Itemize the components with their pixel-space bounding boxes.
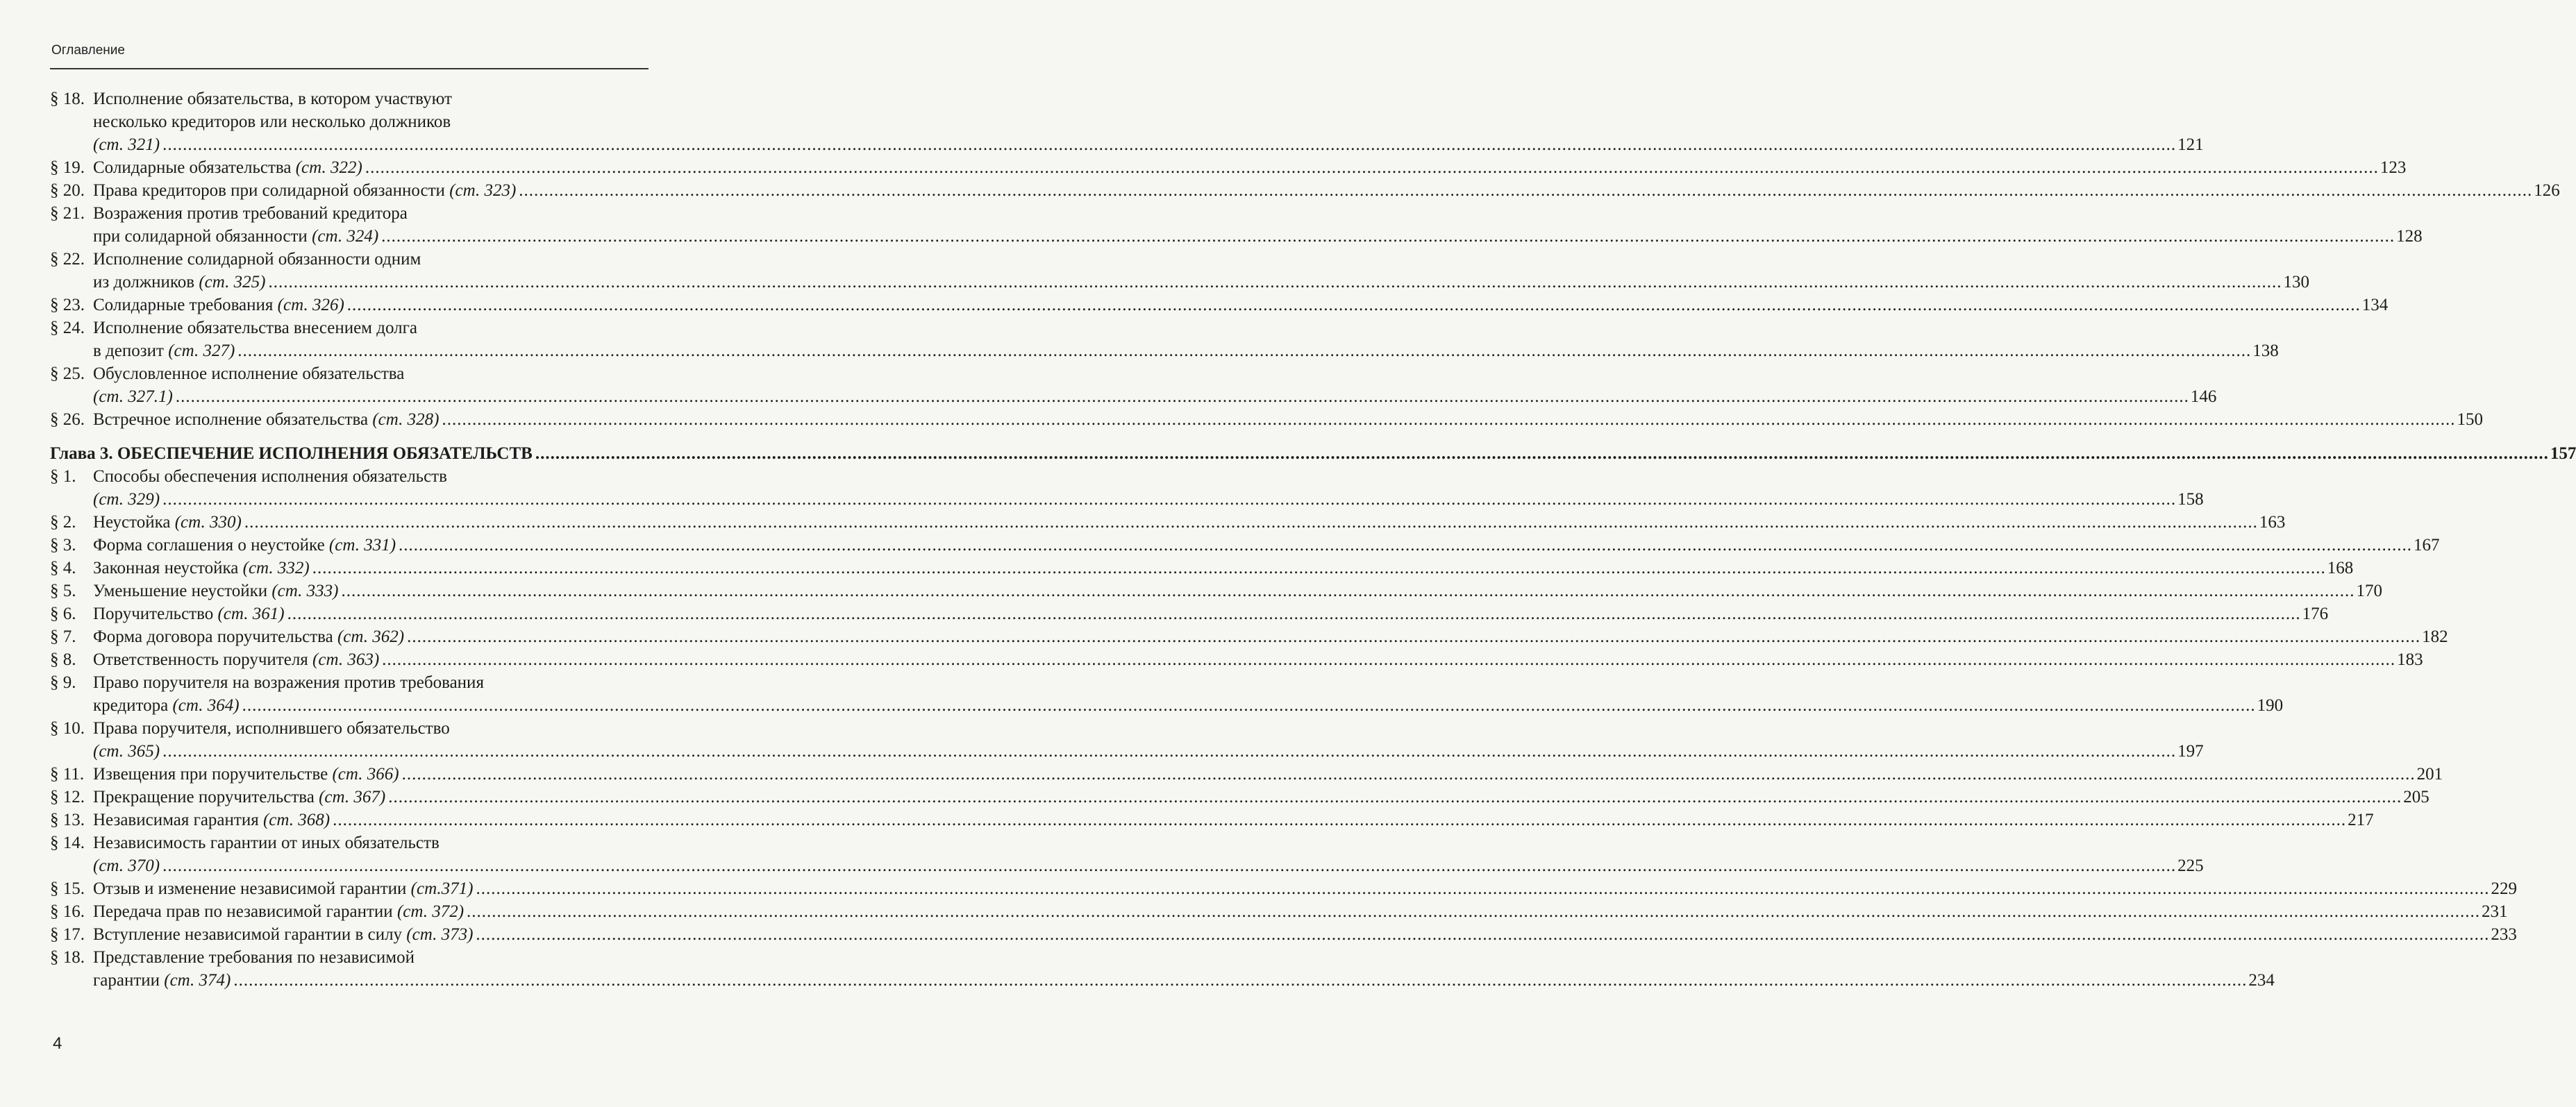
header-rule bbox=[50, 68, 649, 69]
section-title-text: Передача прав по независимой гарантии bbox=[93, 902, 397, 921]
dot-leader: ................................................................................................................................................................................................................................................................................................................................................................................................................ bbox=[399, 536, 2413, 555]
section-title bbox=[93, 465, 447, 488]
toc-page-number: 134 bbox=[2361, 296, 2389, 314]
section-number: § 12. bbox=[50, 788, 85, 806]
toc-page-number: 205 bbox=[2403, 788, 2429, 806]
section-number: § 10. bbox=[50, 719, 85, 738]
toc-entry-line[interactable] bbox=[50, 969, 2275, 992]
toc-page-number: 182 bbox=[2422, 627, 2448, 646]
toc-entry-line[interactable] bbox=[50, 488, 2204, 511]
toc-entry-line[interactable] bbox=[50, 694, 2284, 717]
article-reference: (ст. 374) bbox=[164, 971, 231, 990]
section-title bbox=[93, 408, 439, 431]
section-title bbox=[50, 385, 173, 408]
toc-page-number: 217 bbox=[2348, 811, 2374, 829]
dot-leader: ................................................................................................................................................................................................................................................................................................................................................................................................................ bbox=[519, 181, 2533, 200]
section-number: § 20. bbox=[50, 181, 85, 200]
section-title-text: гарантии bbox=[93, 971, 165, 990]
toc-page-number: 146 bbox=[2190, 387, 2217, 406]
section-number: § 18. bbox=[50, 948, 85, 967]
article-reference: (ст. 366) bbox=[332, 765, 399, 784]
toc-entry-line[interactable] bbox=[50, 786, 2429, 809]
toc-entry-line[interactable] bbox=[50, 946, 649, 969]
article-reference: (ст. 365) bbox=[93, 742, 160, 761]
article-reference: (ст. 333) bbox=[271, 582, 339, 600]
article-reference: (ст. 367) bbox=[319, 788, 386, 806]
article-reference: (ст. 368) bbox=[262, 811, 331, 829]
section-title-text: Исполнение солидарной обязанности одним bbox=[93, 250, 421, 269]
section-title-text: Неустойка bbox=[93, 513, 175, 532]
dot-leader: ................................................................................................................................................................................................................................................................................................................................................................................................................ bbox=[162, 135, 2177, 154]
toc-page-number: 150 bbox=[2457, 410, 2483, 429]
toc-page-number: 123 bbox=[2380, 158, 2407, 177]
section-title bbox=[93, 717, 450, 740]
section-title bbox=[93, 557, 310, 580]
article-reference: (ст. 332) bbox=[242, 559, 310, 577]
toc-entry-line[interactable] bbox=[50, 625, 2448, 648]
toc-entry-line[interactable] bbox=[50, 717, 649, 740]
toc-entry-line[interactable] bbox=[50, 385, 2217, 408]
dot-leader: ................................................................................................................................................................................................................................................................................................................................................................................................................ bbox=[346, 296, 2361, 314]
section-number: § 24. bbox=[50, 319, 85, 337]
toc-entry-line[interactable] bbox=[50, 671, 649, 694]
article-reference: (ст. 370) bbox=[93, 856, 160, 875]
dot-leader: ................................................................................................................................................................................................................................................................................................................................................................................................................ bbox=[268, 273, 2282, 291]
toc-page-number: 168 bbox=[2327, 559, 2354, 577]
toc-entry-line[interactable] bbox=[50, 225, 2423, 248]
toc-page-number: 190 bbox=[2257, 696, 2284, 715]
dot-leader: ................................................................................................................................................................................................................................................................................................................................................................................................................ bbox=[388, 788, 2402, 806]
running-head: Оглавление bbox=[51, 43, 125, 58]
section-title-text: Встречное исполнение обязательства bbox=[93, 410, 373, 429]
toc-entry-line[interactable] bbox=[50, 408, 2483, 431]
dot-leader: ................................................................................................................................................................................................................................................................................................................................................................................................................ bbox=[467, 902, 2481, 921]
section-title-text: несколько кредиторов или несколько должников bbox=[93, 112, 451, 131]
section-title bbox=[50, 488, 160, 511]
toc-page-number: 130 bbox=[2283, 273, 2309, 291]
dot-leader: ................................................................................................................................................................................................................................................................................................................................................................................................................ bbox=[162, 742, 2177, 761]
section-title bbox=[93, 809, 330, 831]
section-title bbox=[93, 156, 362, 179]
toc-entry-line[interactable] bbox=[50, 923, 2517, 946]
article-reference: (ст.371) bbox=[410, 879, 474, 898]
section-title bbox=[50, 271, 265, 294]
toc-entry-line[interactable] bbox=[50, 179, 2560, 202]
section-title-text: Способы обеспечения исполнения обязательств bbox=[93, 467, 447, 486]
toc-entry-line[interactable] bbox=[50, 110, 649, 133]
dot-leader: ................................................................................................................................................................................................................................................................................................................................................................................................................ bbox=[341, 582, 2355, 600]
table-of-contents bbox=[50, 87, 2576, 992]
section-title bbox=[93, 87, 452, 110]
section-title bbox=[50, 740, 160, 763]
toc-entry-line[interactable] bbox=[50, 580, 2382, 602]
section-title-text: Исполнение обязательства внесением долга bbox=[93, 319, 417, 337]
section-title bbox=[50, 133, 160, 156]
toc-entry-line[interactable] bbox=[50, 339, 2279, 362]
article-reference: (ст. 327.1) bbox=[93, 387, 173, 406]
section-title bbox=[93, 648, 379, 671]
dot-leader: ................................................................................................................................................................................................................................................................................................................................................................................................................ bbox=[535, 444, 2549, 463]
section-title bbox=[93, 602, 285, 625]
section-number: § 22. bbox=[50, 250, 85, 269]
toc-page-number: 158 bbox=[2177, 490, 2204, 509]
section-title-text: Представление требования по независимой bbox=[93, 948, 415, 967]
section-title bbox=[93, 179, 516, 202]
section-number: § 6. bbox=[50, 605, 76, 623]
section-title bbox=[93, 786, 385, 809]
dot-leader: ................................................................................................................................................................................................................................................................................................................................................................................................................ bbox=[407, 627, 2421, 646]
toc-page-number: 201 bbox=[2416, 765, 2443, 784]
toc-page-number: 163 bbox=[2259, 513, 2286, 532]
dot-leader: ................................................................................................................................................................................................................................................................................................................................................................................................................ bbox=[333, 811, 2347, 829]
toc-entry-line[interactable] bbox=[50, 133, 2204, 156]
toc-page-number: 167 bbox=[2414, 536, 2440, 555]
article-reference: (ст. 373) bbox=[406, 925, 474, 944]
section-title-text: Отзыв и изменение независимой гарантии bbox=[93, 879, 411, 898]
section-title-text: Права поручителя, исполнившего обязательство bbox=[93, 719, 450, 738]
toc-entry-line[interactable] bbox=[50, 202, 649, 225]
toc-page-number: 225 bbox=[2177, 856, 2204, 875]
toc-entry-line[interactable] bbox=[50, 602, 2329, 625]
section-number: § 15. bbox=[50, 879, 85, 898]
section-title bbox=[93, 923, 473, 946]
toc-entry-line[interactable] bbox=[50, 831, 649, 854]
section-number: § 21. bbox=[50, 204, 85, 223]
toc-entry-line[interactable] bbox=[50, 809, 2374, 831]
section-title-text: Возражения против требований кредитора bbox=[93, 204, 408, 223]
article-reference: (ст. 364) bbox=[172, 696, 240, 715]
section-title-text: Права кредиторов при солидарной обязанности bbox=[93, 181, 450, 200]
article-reference: (ст. 322) bbox=[295, 158, 362, 177]
section-number: § 2. bbox=[50, 513, 76, 532]
article-reference: (ст. 329) bbox=[93, 490, 160, 509]
section-title bbox=[93, 511, 242, 534]
toc-entry-line[interactable] bbox=[50, 877, 2518, 900]
toc-page-number: 128 bbox=[2396, 227, 2423, 246]
dot-leader: ................................................................................................................................................................................................................................................................................................................................................................................................................ bbox=[244, 513, 2258, 532]
section-title bbox=[50, 110, 451, 133]
dot-leader: ................................................................................................................................................................................................................................................................................................................................................................................................................ bbox=[233, 971, 2248, 990]
section-title-text: Прекращение поручительства bbox=[93, 788, 319, 806]
section-title bbox=[93, 763, 399, 786]
toc-page-number: 138 bbox=[2252, 341, 2279, 360]
section-title-text: Форма соглашения о неустойке bbox=[93, 536, 329, 555]
dot-leader: ................................................................................................................................................................................................................................................................................................................................................................................................................ bbox=[381, 227, 2395, 246]
section-title-text: Извещения при поручительстве bbox=[93, 765, 333, 784]
dot-leader: ................................................................................................................................................................................................................................................................................................................................................................................................................ bbox=[162, 856, 2177, 875]
article-reference: (ст. 327) bbox=[168, 341, 235, 360]
toc-page-number: 234 bbox=[2248, 971, 2275, 990]
section-number: § 13. bbox=[50, 811, 85, 829]
toc-entry-line[interactable] bbox=[50, 271, 2309, 294]
article-reference: (ст. 363) bbox=[312, 650, 380, 669]
toc-entry-line[interactable] bbox=[50, 294, 2389, 316]
dot-leader: ................................................................................................................................................................................................................................................................................................................................................................................................................ bbox=[237, 341, 2252, 360]
section-title bbox=[93, 831, 440, 854]
section-title-text: при солидарной обязанности bbox=[93, 227, 312, 246]
section-title bbox=[93, 671, 484, 694]
section-title bbox=[93, 946, 415, 969]
toc-entry-line[interactable] bbox=[50, 534, 2440, 557]
toc-entry-line[interactable] bbox=[50, 854, 2204, 877]
section-number: § 18. bbox=[50, 90, 85, 108]
section-title bbox=[50, 969, 231, 992]
article-reference: (ст. 321) bbox=[93, 135, 160, 154]
article-reference: (ст. 323) bbox=[449, 181, 517, 200]
section-title bbox=[93, 316, 417, 339]
section-title bbox=[93, 248, 421, 271]
toc-entry-line[interactable] bbox=[50, 248, 649, 271]
section-number: § 26. bbox=[50, 410, 85, 429]
toc-entry-line[interactable] bbox=[50, 648, 2423, 671]
section-number: § 17. bbox=[50, 925, 85, 944]
toc-entry-line[interactable] bbox=[50, 316, 649, 339]
section-number: § 4. bbox=[50, 559, 76, 577]
section-title bbox=[93, 625, 404, 648]
toc-page-number: 176 bbox=[2302, 605, 2329, 623]
section-number: § 11. bbox=[50, 765, 85, 784]
dot-leader: ................................................................................................................................................................................................................................................................................................................................................................................................................ bbox=[382, 650, 2396, 669]
article-reference: (ст. 325) bbox=[199, 273, 266, 291]
section-title-text: Форма договора поручительства bbox=[93, 627, 337, 646]
dot-leader: ................................................................................................................................................................................................................................................................................................................................................................................................................ bbox=[242, 696, 2256, 715]
dot-leader: ................................................................................................................................................................................................................................................................................................................................................................................................................ bbox=[287, 605, 2301, 623]
dot-leader: ................................................................................................................................................................................................................................................................................................................................................................................................................ bbox=[162, 490, 2177, 509]
section-title-text: кредитора bbox=[93, 696, 173, 715]
section-number: § 8. bbox=[50, 650, 76, 669]
section-title bbox=[93, 534, 396, 557]
section-number: § 9. bbox=[50, 673, 76, 692]
toc-page-number: 231 bbox=[2482, 902, 2508, 921]
section-title bbox=[50, 694, 240, 717]
toc-entry-line[interactable] bbox=[50, 557, 2354, 580]
article-reference: (ст. 324) bbox=[312, 227, 379, 246]
section-title-text: из должников bbox=[93, 273, 199, 291]
dot-leader: ................................................................................................................................................................................................................................................................................................................................................................................................................ bbox=[312, 559, 2326, 577]
article-reference: (ст. 372) bbox=[396, 902, 465, 921]
dot-leader: ................................................................................................................................................................................................................................................................................................................................................................................................................ bbox=[401, 765, 2416, 784]
section-title bbox=[93, 362, 404, 385]
section-title-text: Независимость гарантии от иных обязательств bbox=[93, 834, 440, 852]
dot-leader: ................................................................................................................................................................................................................................................................................................................................................................................................................ bbox=[175, 387, 2189, 406]
toc-entry-line[interactable] bbox=[50, 465, 649, 488]
section-title bbox=[93, 294, 344, 316]
toc-page-number: 121 bbox=[2177, 135, 2204, 154]
toc-entry-line[interactable] bbox=[50, 156, 2407, 179]
section-title bbox=[50, 225, 378, 248]
dot-leader: ................................................................................................................................................................................................................................................................................................................................................................................................................ bbox=[476, 879, 2490, 898]
toc-entry-line[interactable] bbox=[50, 900, 2508, 923]
toc-page-number: 157 bbox=[2550, 444, 2576, 463]
article-reference: (ст. 326) bbox=[277, 296, 344, 314]
toc-page-number: 126 bbox=[2534, 181, 2560, 200]
page-number: 4 bbox=[53, 1034, 62, 1053]
section-title bbox=[93, 202, 408, 225]
toc-page-number: 170 bbox=[2356, 582, 2382, 600]
toc-entry-line[interactable] bbox=[50, 511, 2286, 534]
toc-chapter-heading[interactable] bbox=[50, 442, 2576, 465]
section-title-text: Вступление независимой гарантии в силу bbox=[93, 925, 407, 944]
toc-page-number: 229 bbox=[2491, 879, 2518, 898]
section-number: § 19. bbox=[50, 158, 85, 177]
toc-entry-line[interactable] bbox=[50, 740, 2204, 763]
section-title-text: Поручительство bbox=[93, 605, 218, 623]
section-title-text: Право поручителя на возражения против требования bbox=[93, 673, 484, 692]
dot-leader: ................................................................................................................................................................................................................................................................................................................................................................................................................ bbox=[365, 158, 2379, 177]
toc-page-number: 197 bbox=[2177, 742, 2204, 761]
section-number: § 16. bbox=[50, 902, 85, 921]
toc-page-number: 233 bbox=[2491, 925, 2517, 944]
toc-entry-line[interactable] bbox=[50, 362, 649, 385]
section-title bbox=[50, 339, 235, 362]
article-reference: (ст. 361) bbox=[217, 605, 285, 623]
dot-leader: ................................................................................................................................................................................................................................................................................................................................................................................................................ bbox=[476, 925, 2490, 944]
section-number: § 23. bbox=[50, 296, 85, 314]
section-title-text: Ответственность поручителя bbox=[93, 650, 313, 669]
section-title-text: в депозит bbox=[93, 341, 169, 360]
article-reference: (ст. 331) bbox=[328, 536, 396, 555]
article-reference: (ст. 330) bbox=[174, 513, 242, 532]
section-title bbox=[93, 900, 464, 923]
section-number: § 7. bbox=[50, 627, 76, 646]
section-number: § 25. bbox=[50, 364, 85, 383]
toc-page-number: 183 bbox=[2397, 650, 2423, 669]
section-title bbox=[50, 854, 160, 877]
dot-leader: ................................................................................................................................................................................................................................................................................................................................................................................................................ bbox=[442, 410, 2456, 429]
section-title-text: Солидарные требования bbox=[93, 296, 278, 314]
section-title-text: Обусловленное исполнение обязательства bbox=[93, 364, 405, 383]
toc-entry-line[interactable] bbox=[50, 763, 2443, 786]
section-number: § 1. bbox=[50, 467, 76, 486]
section-title-text: Солидарные обязательства bbox=[93, 158, 296, 177]
section-title-text: Независимая гарантия bbox=[93, 811, 263, 829]
section-title bbox=[93, 877, 474, 900]
article-reference: (ст. 328) bbox=[372, 410, 440, 429]
chapter-title: Глава 3. ОБЕСПЕЧЕНИЕ ИСПОЛНЕНИЯ ОБЯЗАТЕЛЬСТВ bbox=[50, 444, 533, 463]
article-reference: (ст. 362) bbox=[337, 627, 405, 646]
section-title-text: Уменьшение неустойки bbox=[93, 582, 272, 600]
section-number: § 14. bbox=[50, 834, 85, 852]
section-number: § 3. bbox=[50, 536, 76, 555]
toc-entry-line[interactable] bbox=[50, 87, 649, 110]
section-title-text: Исполнение обязательства, в котором участвуют bbox=[93, 90, 452, 108]
section-title-text: Законная неустойка bbox=[93, 559, 243, 577]
section-number: § 5. bbox=[50, 582, 76, 600]
section-title bbox=[93, 580, 338, 602]
